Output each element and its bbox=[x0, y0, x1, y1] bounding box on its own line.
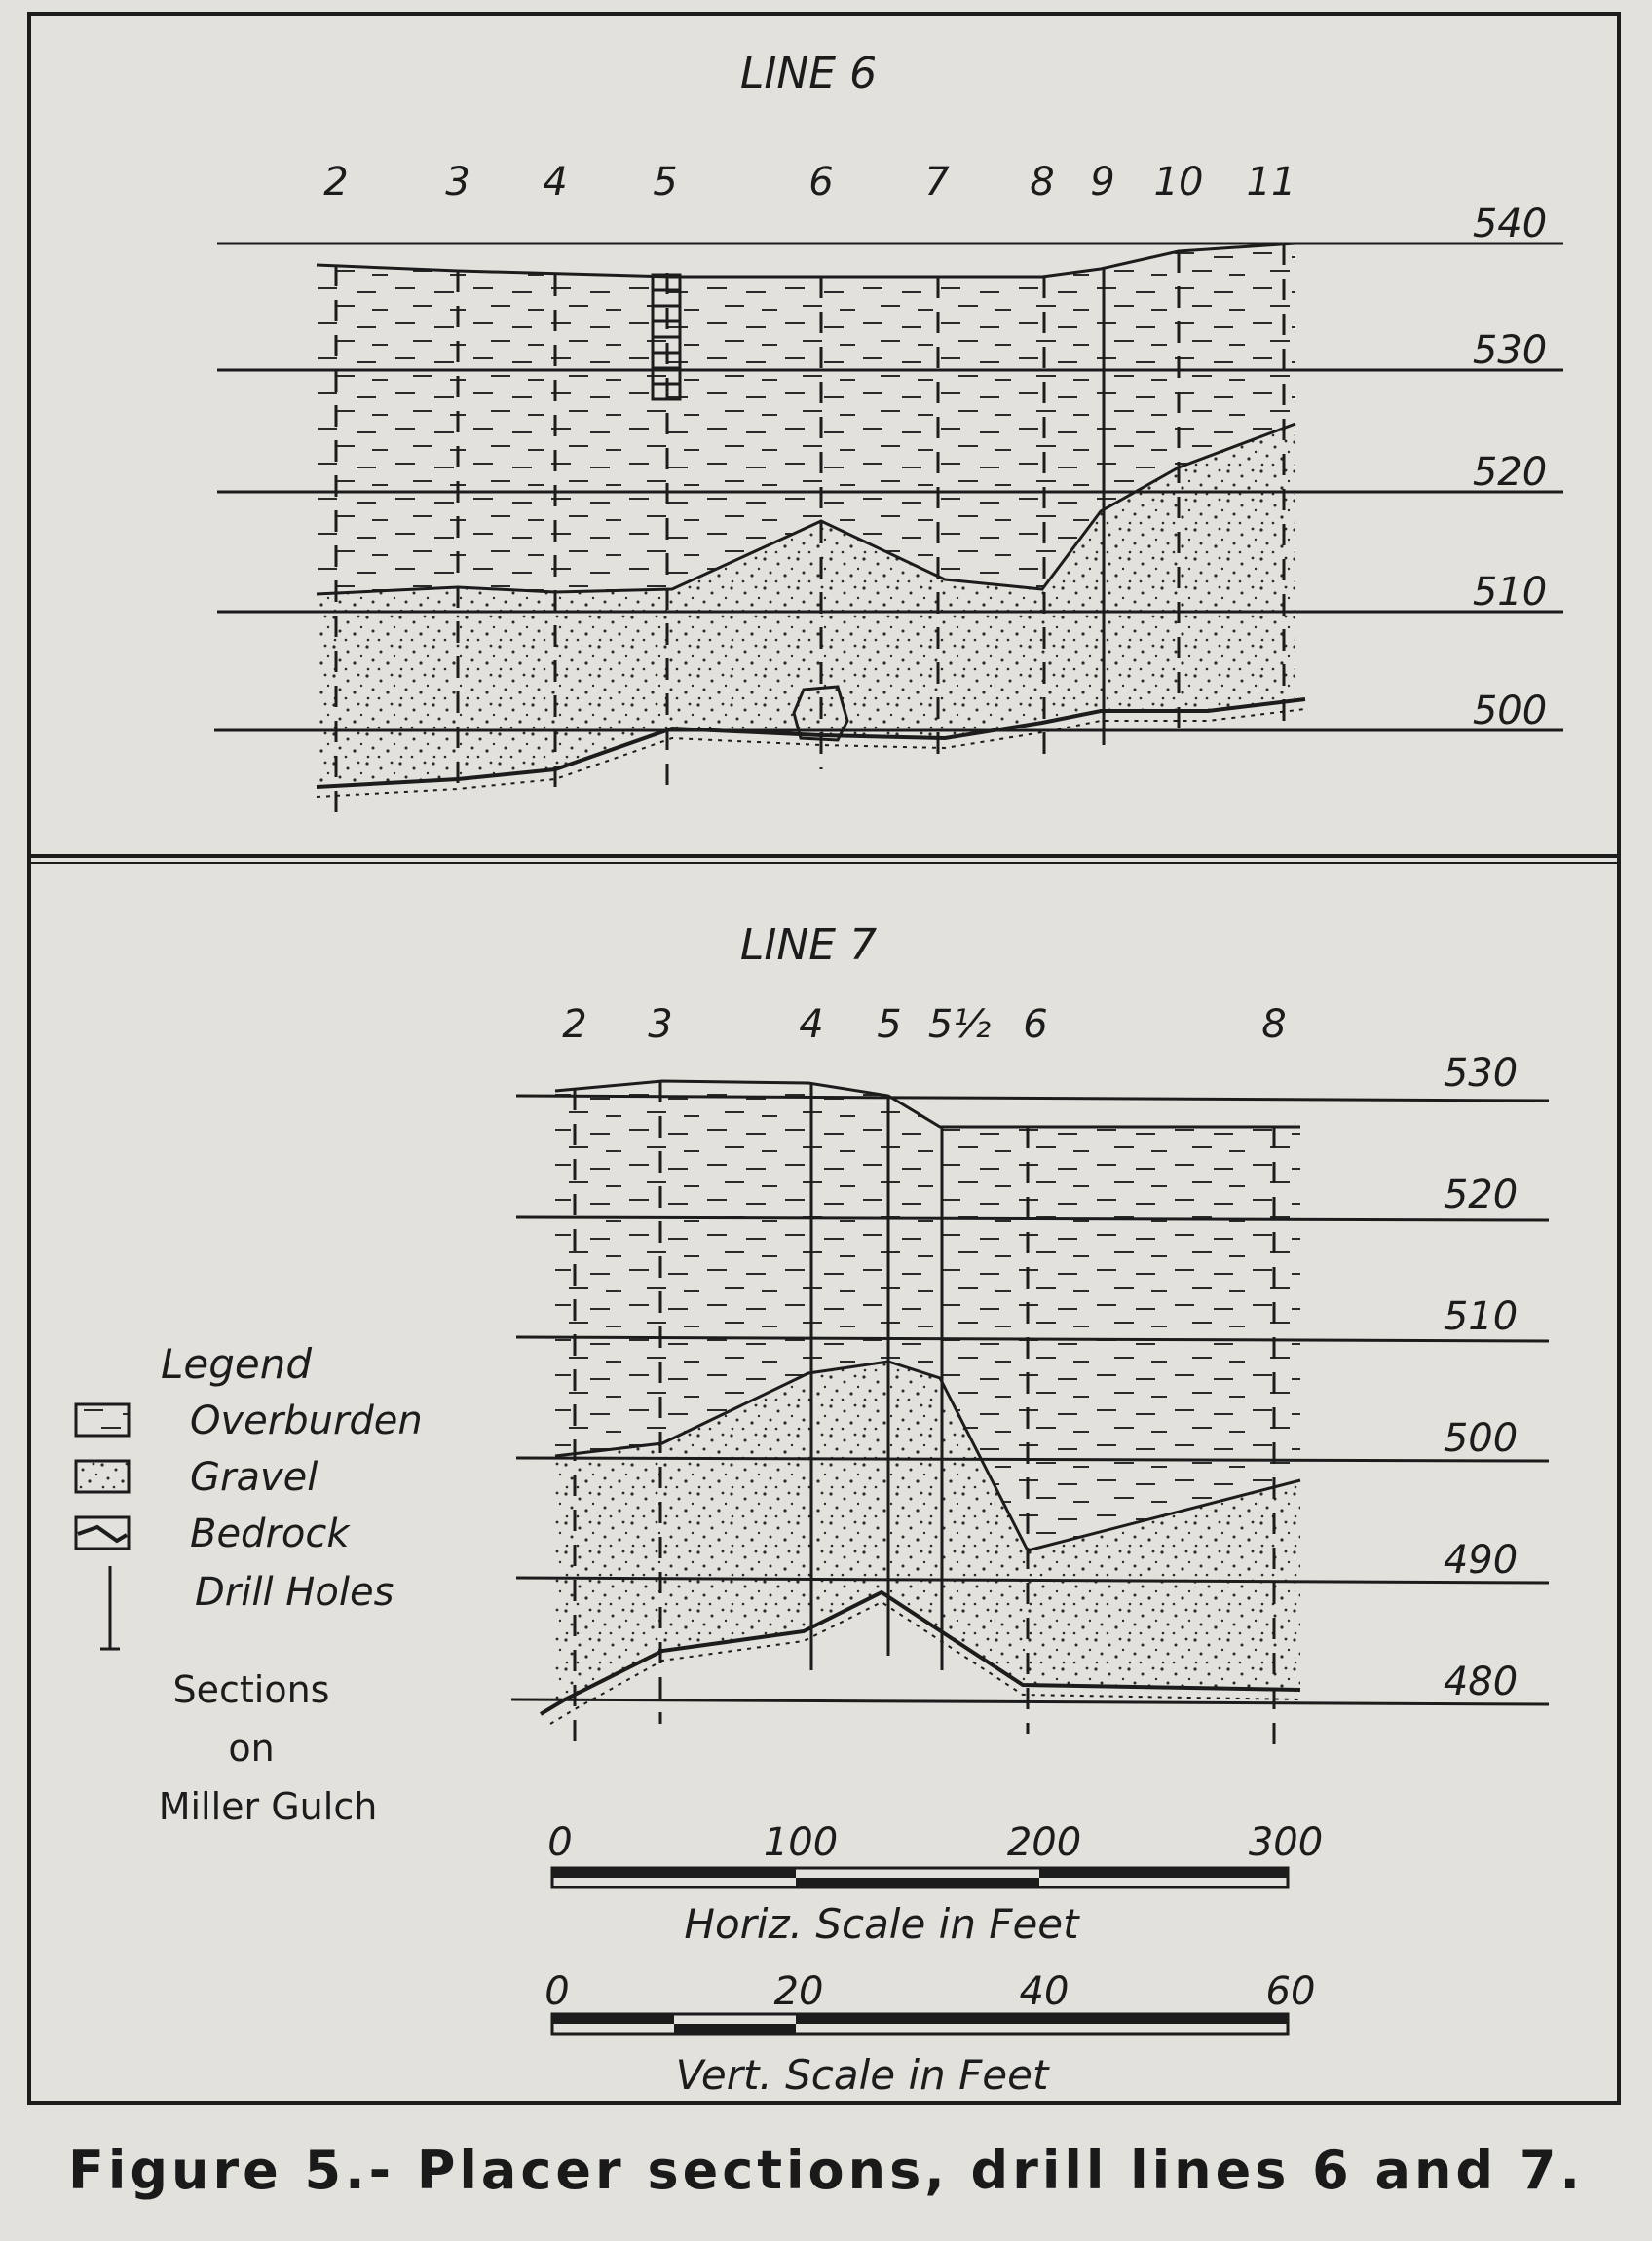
line7-hole-label: 2 bbox=[562, 1002, 587, 1047]
section-note-line3: Miller Gulch bbox=[158, 1785, 378, 1828]
line6-elev-label: 500 bbox=[1472, 689, 1548, 733]
line6-hole-label: 11 bbox=[1246, 160, 1296, 205]
legend bbox=[76, 1340, 423, 1828]
line6-title: LINE 6 bbox=[739, 49, 878, 98]
legend-overburden-swatch bbox=[76, 1404, 129, 1436]
line6-hole-label: 8 bbox=[1030, 160, 1055, 205]
vert-scale-tick: 20 bbox=[773, 1969, 824, 2014]
line6-elev-label: 510 bbox=[1472, 570, 1548, 615]
legend-drill-hole-symbol bbox=[100, 1566, 120, 1649]
line6-hole-label: 3 bbox=[445, 160, 470, 205]
line7-elev-label: 530 bbox=[1443, 1051, 1519, 1096]
line6-hole-label: 5 bbox=[653, 160, 678, 205]
legend-gravel-swatch bbox=[76, 1461, 129, 1492]
horizontal-scale bbox=[547, 1820, 1323, 1948]
line7-hole-label: 3 bbox=[648, 1002, 673, 1047]
horiz-scale-tick: 100 bbox=[763, 1820, 839, 1865]
horiz-scale-tick: 300 bbox=[1248, 1820, 1324, 1865]
section-note-line2: on bbox=[228, 1727, 275, 1770]
line6-section bbox=[214, 49, 1563, 818]
horiz-scale-tick: 0 bbox=[547, 1820, 573, 1865]
line7-hole-labels bbox=[562, 1002, 1286, 1047]
line6-hole-label: 7 bbox=[924, 160, 950, 205]
line6-elev-label: 520 bbox=[1472, 450, 1548, 495]
horiz-scale-tick: 200 bbox=[1006, 1820, 1082, 1865]
line7-hole-label: 8 bbox=[1261, 1002, 1287, 1047]
line7-elev-label: 480 bbox=[1443, 1660, 1519, 1704]
section-note-line1: Sections bbox=[172, 1668, 330, 1711]
line7-title: LINE 7 bbox=[739, 920, 878, 970]
line7-section bbox=[511, 920, 1549, 1758]
vert-scale-tick: 40 bbox=[1019, 1969, 1070, 2014]
vertical-scale bbox=[544, 1969, 1315, 2099]
line7-hole-label: 5 bbox=[877, 1002, 902, 1047]
legend-gravel-label: Gravel bbox=[190, 1455, 319, 1500]
line6-hole-label: 4 bbox=[543, 160, 568, 205]
line7-elev-label: 490 bbox=[1443, 1538, 1519, 1583]
line6-hole-label: 2 bbox=[323, 160, 349, 205]
line6-hole-label: 9 bbox=[1090, 160, 1115, 205]
line6-hole-label: 6 bbox=[808, 160, 834, 205]
legend-drill-holes-label: Drill Holes bbox=[195, 1570, 394, 1615]
line6-hole-labels bbox=[323, 160, 1295, 205]
line6-elevation-labels bbox=[1473, 202, 1547, 733]
legend-title: Legend bbox=[161, 1340, 313, 1388]
line7-elev-label: 510 bbox=[1443, 1294, 1519, 1339]
line6-elev-label: 540 bbox=[1472, 202, 1548, 246]
vert-scale-label: Vert. Scale in Feet bbox=[675, 2051, 1049, 2099]
line7-hole-label: 4 bbox=[799, 1002, 824, 1047]
line7-elev-label: 520 bbox=[1443, 1173, 1519, 1217]
line7-elevation-labels bbox=[1444, 1051, 1518, 1704]
vert-scale-tick: 60 bbox=[1265, 1969, 1316, 2014]
legend-overburden-label: Overburden bbox=[190, 1399, 423, 1443]
horiz-scale-label: Horiz. Scale in Feet bbox=[684, 1900, 1079, 1948]
line7-hole-label: 6 bbox=[1023, 1002, 1048, 1047]
line6-elev-label: 530 bbox=[1472, 328, 1548, 373]
line7-elev-label: 500 bbox=[1443, 1416, 1519, 1461]
legend-bedrock-label: Bedrock bbox=[190, 1512, 350, 1556]
figure-caption: Figure 5.- Placer sections, drill lines 6 and 7. bbox=[68, 2140, 1584, 2201]
line6-hole-label: 10 bbox=[1153, 160, 1204, 205]
line7-hole-label: 5½ bbox=[927, 1002, 992, 1047]
vert-scale-tick: 0 bbox=[544, 1969, 570, 2014]
